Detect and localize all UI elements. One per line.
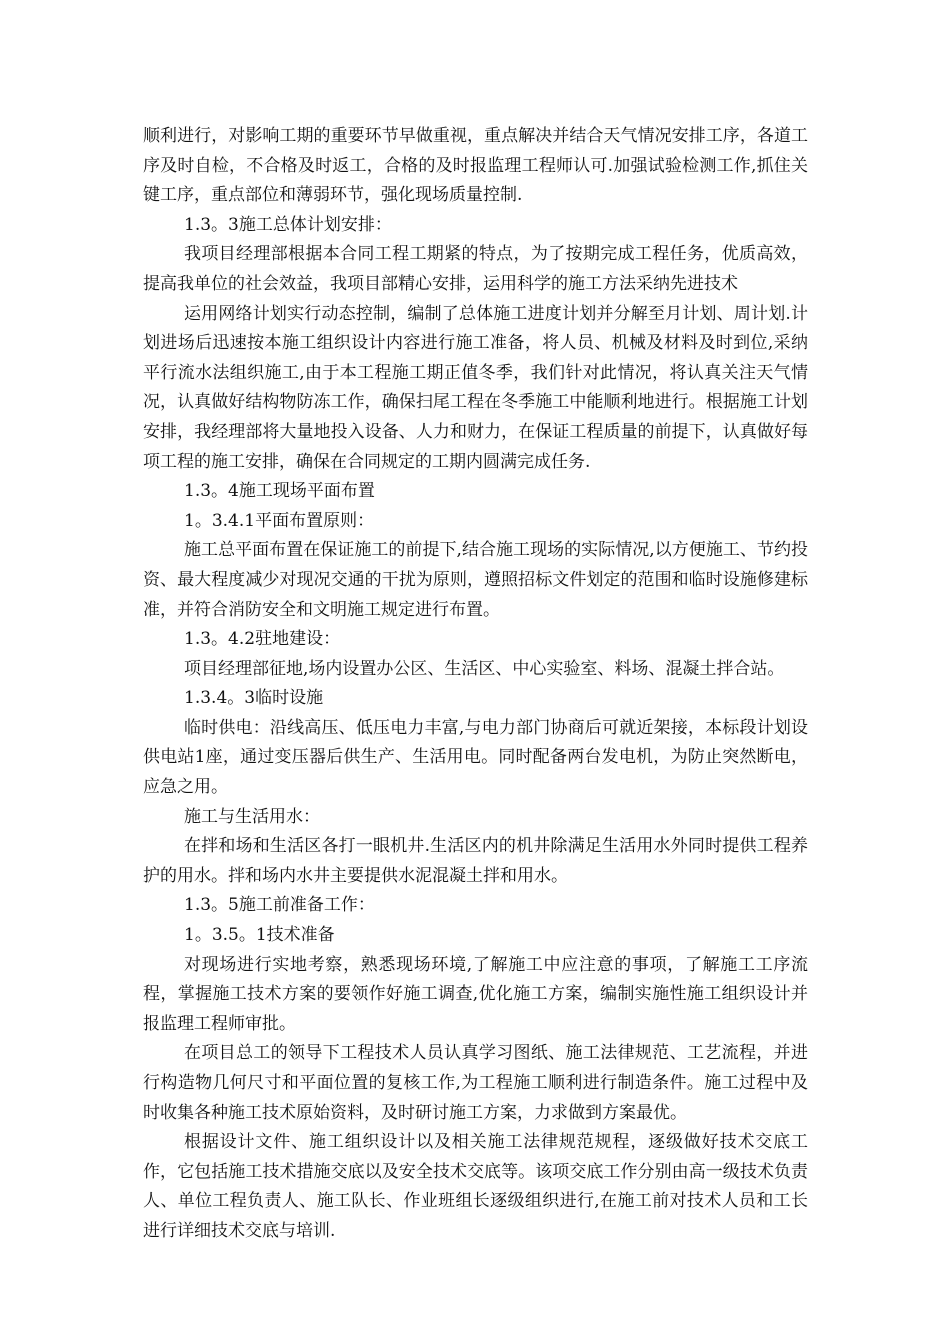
- heading-1-3-4-2: 1.3。4.2驻地建设：: [184, 629, 341, 650]
- paragraph: 运用网络计划实行动态控制，编制了总体施工进度计划并分解至月计划、周计划.计划进场后迅速按本施工组织设计内容进行施工准备，将人员、机械及材料及时到位,采纳平行流水法组织施工,由于本工程施工期正值冬季，我们针对此情况，将认真关注天气情况，认真做好结构物防冻工作，确保扫尾工程在冬季施工中能顺利地进行。根据施工计划安排，我经理部将大量地投入设备、人力和财力，在保证工程质量的前提下，认真做好每项工程的施工安排，确保在合同规定的工期内圆满完成任务.: [143, 303, 808, 472]
- document-body: [143, 122, 808, 1247]
- paragraph-continuation: 顺利进行，对影响工期的重要环节早做重视，重点解决并结合天气情况安排工序，各道工序及时自检，不合格及时返工，合格的及时报监理工程师认可.加强试验检测工作,抓住关键工序，重点部位和薄弱环节，强化现场质量控制.: [143, 126, 808, 206]
- subheading: 施工与生活用水：: [184, 806, 320, 827]
- heading-1-3-4-1: 1。3.4.1平面布置原则：: [184, 510, 375, 531]
- paragraph: 在项目总工的领导下工程技术人员认真学习图纸、施工法律规范、工艺流程，并进行构造物几何尺寸和平面位置的复核工作,为工程施工顺利进行制造条件。施工过程中及时收集各种施工技术原始资料，及时研讨施工方案，力求做到方案最优。: [143, 1043, 808, 1123]
- paragraph: 在拌和场和生活区各打一眼机井.生活区内的机井除满足生活用水外同时提供工程养护的用水。拌和场内水井主要提供水泥混凝土拌和用水。: [143, 836, 808, 886]
- heading-1-3-4-3: 1.3.4。3临时设施: [184, 688, 324, 709]
- paragraph: 对现场进行实地考察，熟悉现场环境,了解施工中应注意的事项，了解施工工序流程，掌握施工技术方案的要领作好施工调查,优化施工方案，编制实施性施工组织设计并报监理工程师审批。: [143, 954, 808, 1034]
- paragraph: 根据设计文件、施工组织设计以及相关施工法律规范规程，逐级做好技术交底工作，它包括施工技术措施交底以及安全技术交底等。该项交底工作分别由高一级技术负责人、单位工程负责人、施工队长、作业班组长逐级组织进行,在施工前对技术人员和工长进行详细技术交底与培训.: [143, 1132, 808, 1241]
- paragraph: 我项目经理部根据本合同工程工期紧的特点，为了按期完成工程任务，优质高效，提高我单位的社会效益，我项目部精心安排，运用科学的施工方法采纳先进技术: [143, 244, 808, 294]
- paragraph: 项目经理部征地,场内设置办公区、生活区、中心实验室、料场、混凝土拌合站。: [184, 658, 785, 679]
- heading-1-3-4: 1.3。4施工现场平面布置: [184, 481, 375, 502]
- heading-1-3-3: 1.3。3施工总体计划安排：: [184, 214, 392, 235]
- paragraph: 临时供电：沿线高压、低压电力丰富,与电力部门协商后可就近架接，本标段计划设供电站1座，通过变压器后供生产、生活用电。同时配备两台发电机，为防止突然断电，应急之用。: [143, 717, 808, 798]
- paragraph: 施工总平面布置在保证施工的前提下,结合施工现场的实际情况,以方便施工、节约投资、最大程度减少对现况交通的干扰为原则，遵照招标文件划定的范围和临时设施修建标准，并符合消防安全和文明施工规定进行布置。: [143, 540, 808, 620]
- heading-1-3-5: 1.3。5施工前准备工作：: [184, 895, 375, 916]
- heading-1-3-5-1: 1。3.5。1技术准备: [184, 925, 335, 946]
